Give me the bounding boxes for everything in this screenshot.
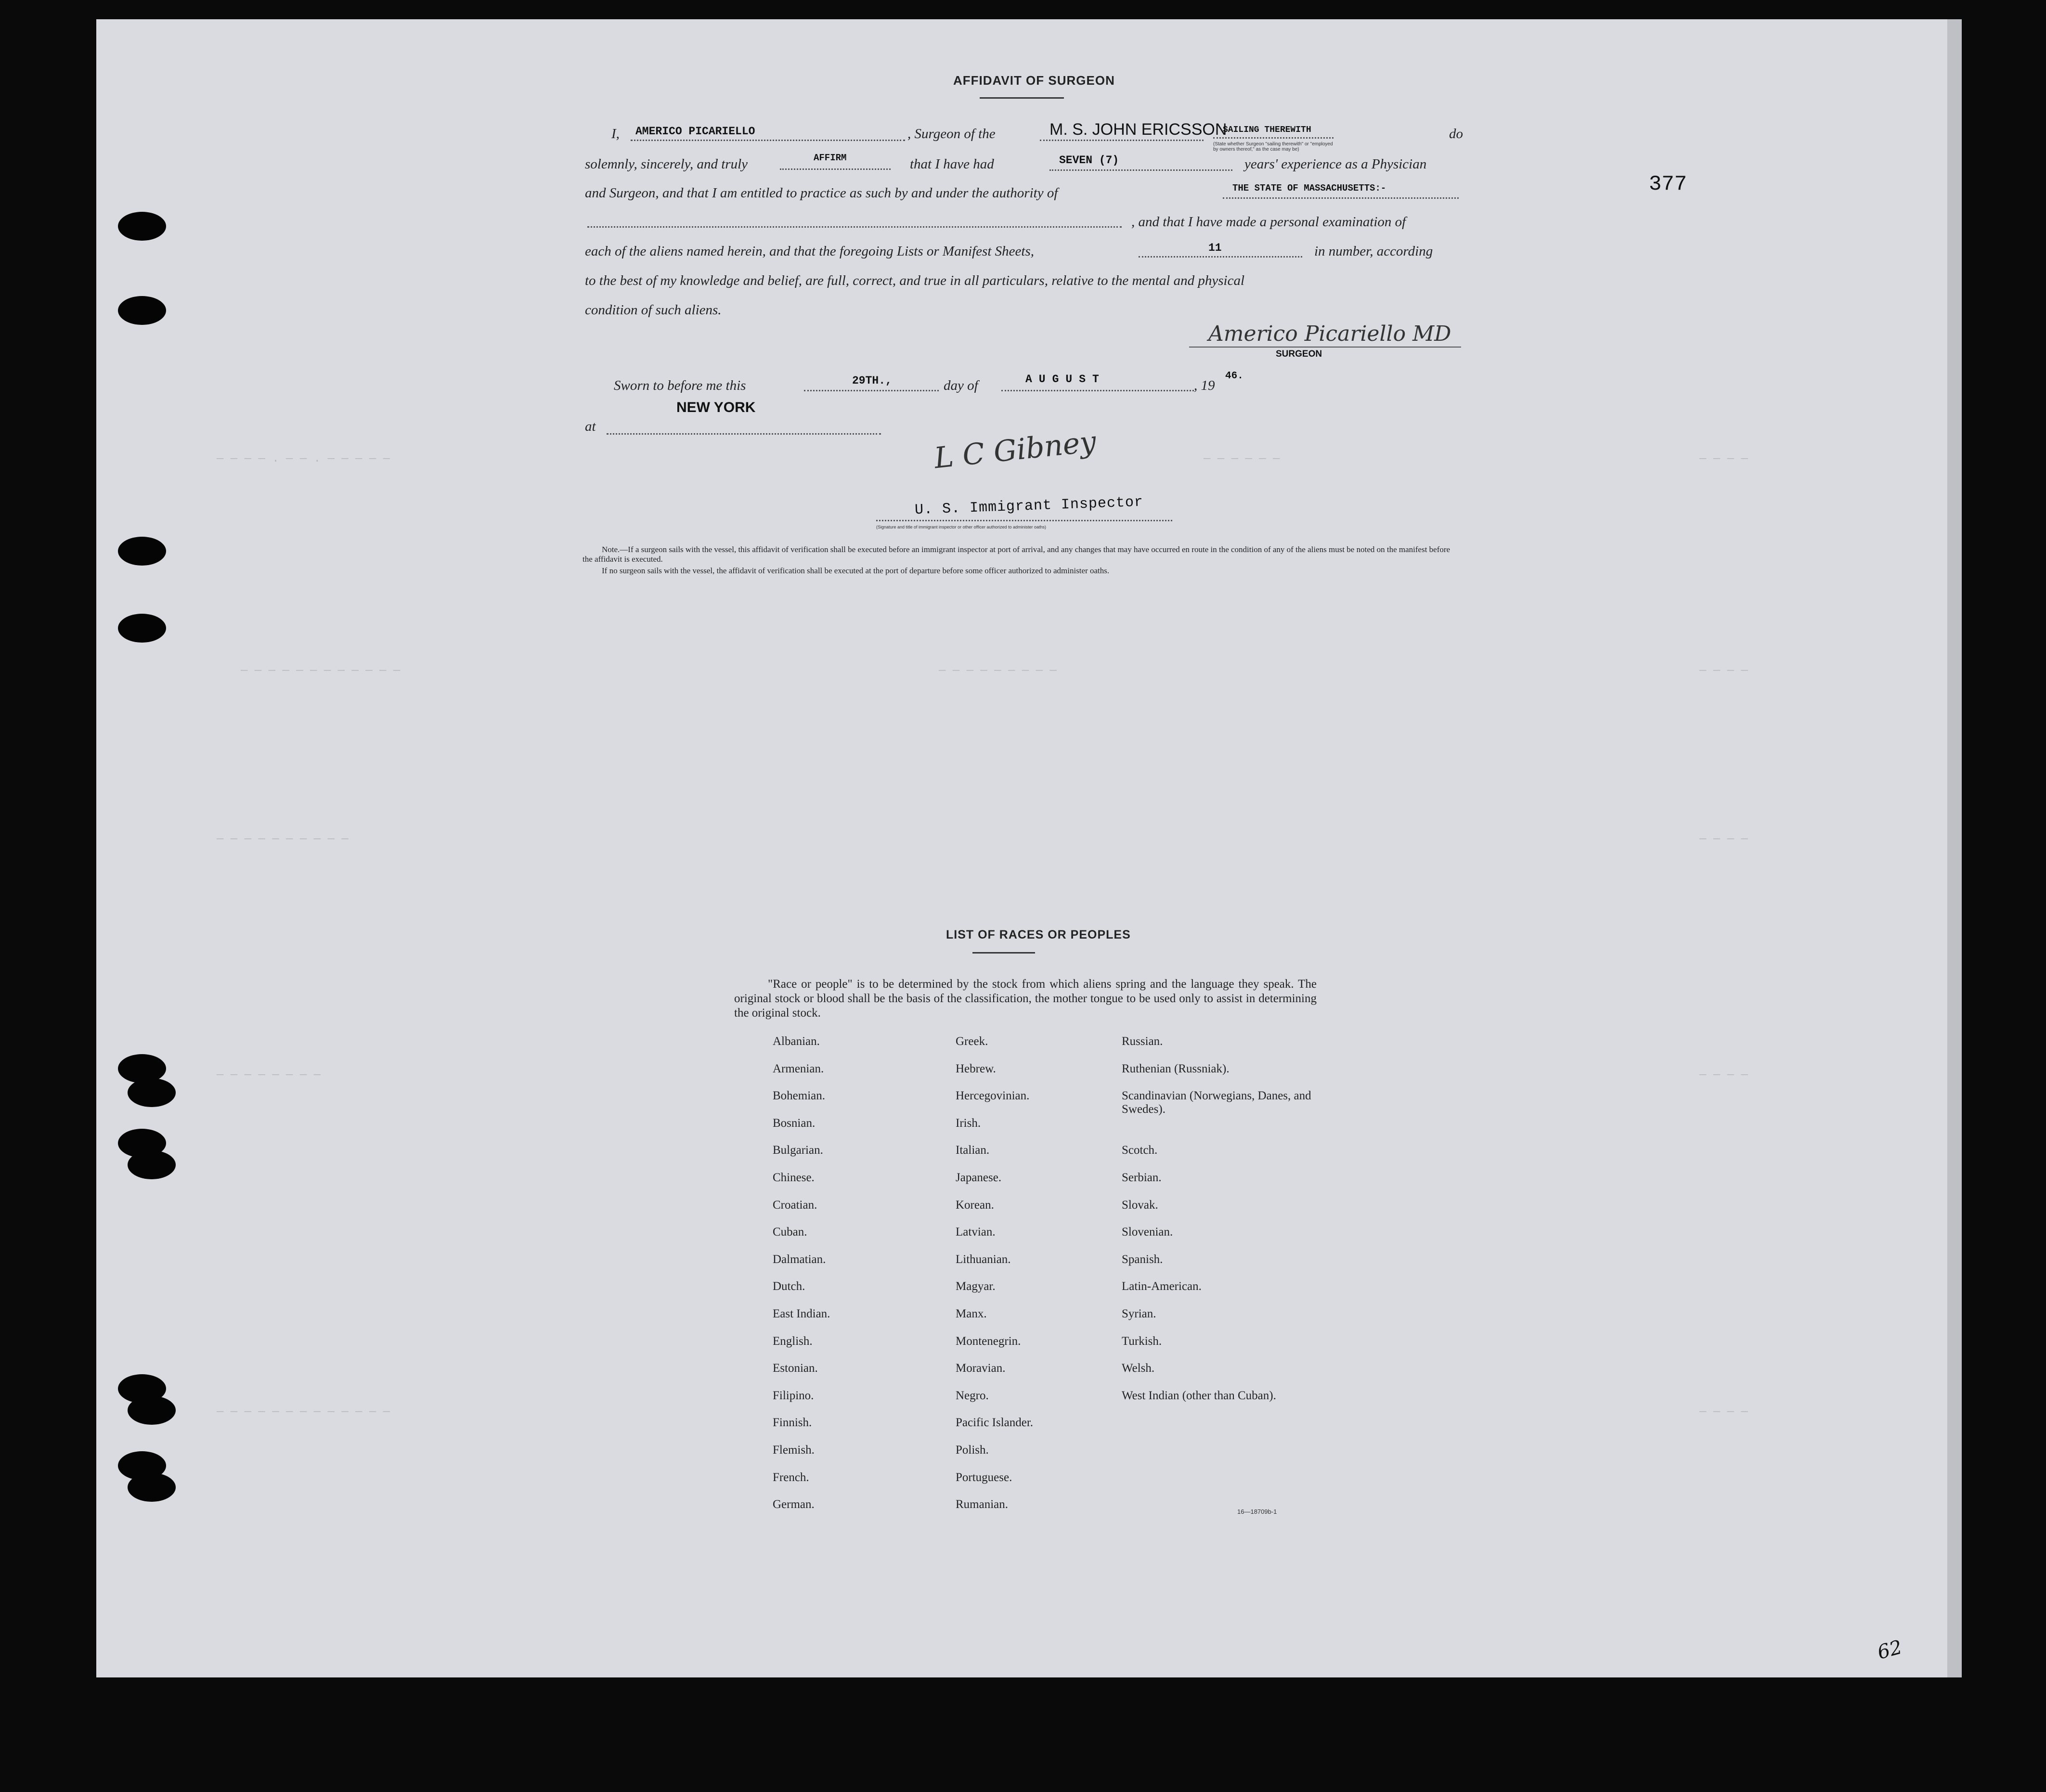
race-item: Dutch.	[773, 1280, 805, 1293]
bleed-through-text: — — — — . — — . — — — — —	[217, 452, 390, 465]
affidavit-text: condition of such aliens.	[585, 302, 722, 318]
form-number: 16—18709b-1	[1237, 1508, 1277, 1515]
race-item: Bosnian.	[773, 1116, 816, 1130]
race-item: Chinese.	[773, 1171, 815, 1184]
bleed-through-text: — — — —	[1699, 664, 1748, 677]
sailing-instruction: (State whether Surgeon "sailing therewith" or "employed by owners thereof," as the case may be)	[1213, 142, 1333, 152]
licensing-authority: THE STATE OF MASSACHUSETTS:-	[1232, 183, 1386, 193]
bleed-through-text: — — — — — — — — — — — —	[241, 664, 401, 677]
race-item: Italian.	[956, 1144, 990, 1157]
fill-line	[1049, 169, 1232, 171]
affidavit-note: Note.—If a surgeon sails with the vessel, this affidavit of verification shall be executed before an immigrant inspector at port of arrival, and any changes that may have occurred en route in the condition of any of the aliens must be noted on the manifest before the affidavit is executed.	[583, 545, 1450, 564]
race-item: Scandinavian (Norwegians, Danes, and Swedes).	[1122, 1089, 1311, 1116]
race-item: Greek.	[956, 1035, 988, 1048]
bleed-through-text: — — — —	[1699, 833, 1748, 846]
vessel-name: M. S. JOHN ERICSSON	[1049, 120, 1227, 139]
binder-hole	[118, 296, 166, 325]
race-item: Pacific Islander.	[956, 1416, 1034, 1430]
race-item: Magyar.	[956, 1280, 996, 1293]
fill-line	[1213, 137, 1334, 139]
inspector-instruction: (Signature and title of immigrant inspector or other officer authorized to administer oaths)	[876, 525, 1047, 529]
race-item: Albanian.	[773, 1035, 820, 1048]
affidavit-text: do	[1449, 126, 1463, 142]
affidavit-text: Sworn to before me this	[614, 378, 746, 393]
race-item: West Indian (other than Cuban).	[1122, 1389, 1276, 1402]
affidavit-text: I,	[611, 126, 620, 142]
binder-hole	[118, 212, 166, 241]
sworn-year: 46.	[1225, 371, 1243, 382]
bleed-through-text: — — — — — — — —	[217, 1069, 321, 1082]
race-item: Latvian.	[956, 1225, 996, 1239]
race-item: Finnish.	[773, 1416, 812, 1430]
race-item: East Indian.	[773, 1307, 830, 1320]
binder-hole	[128, 1078, 176, 1107]
affidavit-text: day of	[944, 378, 978, 393]
affidavit-text: at	[585, 419, 596, 434]
fill-line	[1223, 197, 1459, 199]
race-item: Syrian.	[1122, 1307, 1156, 1320]
surgeon-signature: Americo Picariello MD	[1208, 322, 1451, 346]
bleed-through-text: — — — — — — — — — — — — —	[217, 1405, 390, 1418]
signature-line	[1189, 347, 1461, 348]
binder-hole	[128, 1473, 176, 1502]
sworn-day: 29TH.,	[852, 374, 892, 387]
race-item: Moravian.	[956, 1362, 1006, 1375]
race-item: Slovenian.	[1122, 1225, 1173, 1239]
races-title: LIST OF RACES OR PEOPLES	[946, 928, 1131, 941]
race-item: Rumanian.	[956, 1498, 1009, 1511]
surgeon-label: SURGEON	[1276, 349, 1322, 359]
affidavit-text: , 19	[1194, 378, 1215, 393]
race-item: Hercegovinian.	[956, 1089, 1030, 1103]
affidavit-text: , and that I have made a personal examination of	[1131, 214, 1406, 230]
inspector-title: U. S. Immigrant Inspector	[914, 494, 1144, 519]
race-item: Hebrew.	[956, 1062, 996, 1075]
page-edge	[1947, 19, 1962, 1677]
race-item: Cuban.	[773, 1225, 807, 1239]
affidavit-text: in number, according	[1314, 244, 1433, 259]
fill-line	[804, 390, 939, 391]
bleed-through-text: — — — — — — — — —	[939, 664, 1057, 677]
race-item: Polish.	[956, 1444, 989, 1457]
race-item: Montenegrin.	[956, 1334, 1021, 1348]
race-item: Latin-American.	[1122, 1280, 1202, 1293]
fill-line	[1040, 140, 1204, 141]
binder-hole	[118, 537, 166, 566]
race-item: Estonian.	[773, 1362, 818, 1375]
bleed-through-text: — — — —	[1699, 1069, 1748, 1082]
bleed-through-text: — — — — — — — — — —	[217, 833, 349, 846]
fill-line	[1139, 256, 1302, 258]
race-item: Serbian.	[1122, 1171, 1162, 1184]
race-item: Welsh.	[1122, 1362, 1155, 1375]
affidavit-title: AFFIDAVIT OF SURGEON	[953, 73, 1115, 88]
race-item: Filipino.	[773, 1389, 814, 1402]
fill-line	[780, 168, 891, 170]
race-item: Lithuanian.	[956, 1252, 1011, 1266]
signature-line	[876, 520, 1172, 521]
affidavit-note-2: If no surgeon sails with the vessel, the affidavit of verification shall be executed at the port of departure before some officer authorized to administer oaths.	[602, 566, 1110, 575]
binder-hole	[128, 1150, 176, 1179]
race-item: Armenian.	[773, 1062, 824, 1075]
affidavit-text: years' experience as a Physician	[1244, 156, 1427, 172]
race-item: Russian.	[1122, 1035, 1163, 1048]
race-item: Slovak.	[1122, 1198, 1158, 1212]
fill-line	[631, 140, 905, 141]
races-instructions: "Race or people" is to be determined by the stock from which aliens spring and the language they speak. The original stock or blood shall be the basis of the classification, the mother tongue to be used only to assist in determining the original stock.	[734, 978, 1317, 1019]
race-item: Spanish.	[1122, 1252, 1163, 1266]
race-item: Irish.	[956, 1116, 981, 1130]
title-underline	[980, 97, 1064, 99]
race-item: French.	[773, 1470, 809, 1484]
binder-hole	[118, 614, 166, 643]
race-item: Croatian.	[773, 1198, 817, 1212]
race-item: Portuguese.	[956, 1470, 1012, 1484]
inspector-signature: L C Gibney	[932, 425, 1098, 476]
fill-line	[587, 226, 1122, 228]
affirm-value: AFFIRM	[814, 153, 847, 163]
fill-line	[1001, 390, 1194, 391]
race-item: Bulgarian.	[773, 1144, 823, 1157]
sworn-place: NEW YORK	[676, 400, 756, 415]
affidavit-text: to the best of my knowledge and belief, are full, correct, and true in all particulars, relative to the mental and physical	[585, 273, 1245, 288]
race-item: Turkish.	[1122, 1334, 1162, 1348]
race-item: Manx.	[956, 1307, 987, 1320]
affidavit-text: solemnly, sincerely, and truly	[585, 156, 748, 172]
affidavit-text: each of the aliens named herein, and that the foregoing Lists or Manifest Sheets,	[585, 244, 1034, 259]
race-item: Korean.	[956, 1198, 994, 1212]
affidavit-text: , Surgeon of the	[907, 126, 996, 142]
years-experience: SEVEN (7)	[1059, 154, 1119, 167]
race-item: Japanese.	[956, 1171, 1002, 1184]
sworn-month: AUGUST	[1025, 373, 1106, 386]
race-item: Scotch.	[1122, 1144, 1158, 1157]
bleed-through-text: — — — — — —	[1204, 452, 1280, 465]
title-underline	[972, 952, 1035, 954]
binder-hole	[128, 1396, 176, 1425]
fill-line	[607, 433, 881, 435]
race-item: Ruthenian (Russniak).	[1122, 1062, 1230, 1075]
race-item: English.	[773, 1334, 813, 1348]
race-item: Bohemian.	[773, 1089, 826, 1103]
bleed-through-text: — — — —	[1699, 452, 1748, 465]
race-item: Dalmatian.	[773, 1252, 826, 1266]
sailing-status: SAILING THEREWITH	[1223, 125, 1311, 135]
manifest-sheet-count: 11	[1208, 242, 1222, 254]
race-item: Negro.	[956, 1389, 989, 1402]
document-page	[96, 19, 1947, 1677]
race-item: German.	[773, 1498, 815, 1511]
surgeon-name: AMERICO PICARIELLO	[635, 125, 755, 138]
race-item: Flemish.	[773, 1444, 815, 1457]
bleed-through-text: — — — —	[1699, 1405, 1748, 1418]
affidavit-text: that I have had	[910, 156, 994, 172]
affidavit-text: and Surgeon, and that I am entitled to practice as such by and under the authority of	[585, 185, 1058, 201]
corner-handwriting: 62	[1875, 1636, 1904, 1664]
page-number: 377	[1649, 172, 1687, 196]
